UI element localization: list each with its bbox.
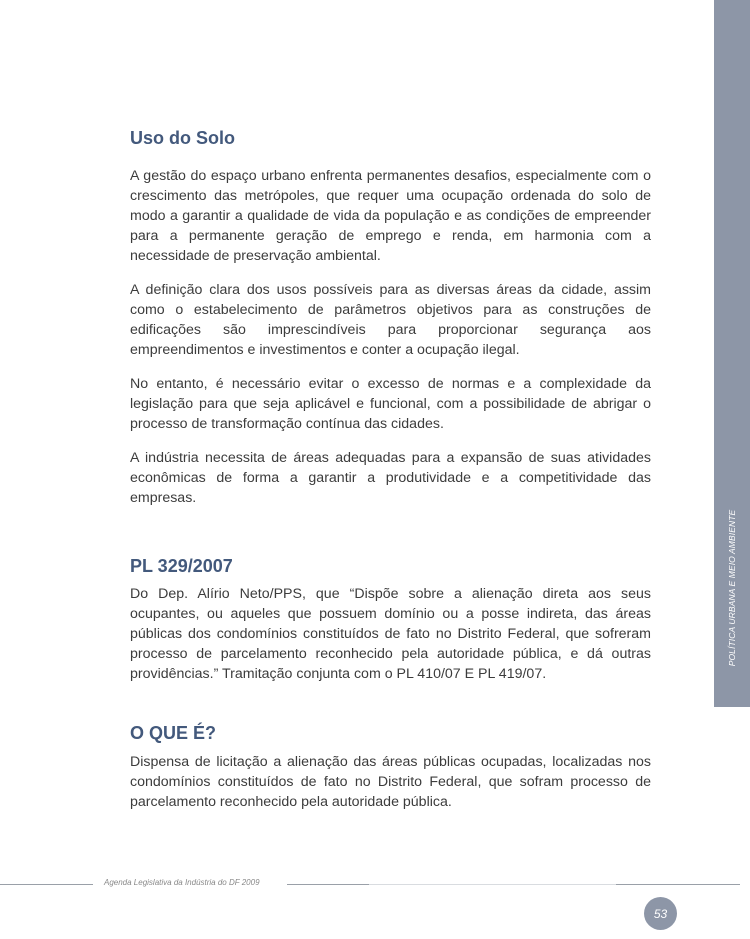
paragraph: A gestão do espaço urbano enfrenta permanentes desafios, especialmente com o crescimento das metrópoles, que requer uma ocupação ordenada do solo de modo a garantir a qualidade de vida da população e as condições de empreender para a permanente geração de emprego e renda, em harmonia com a necessidade de preservação ambiental. <box>130 168 651 264</box>
footer-divider <box>0 884 93 885</box>
sidebar-section-label: POLÍTICA URBANA E MEIO AMBIENTE <box>727 509 737 667</box>
footer-divider <box>287 884 369 885</box>
page-number: 53 <box>653 906 668 921</box>
paragraph: A definição clara dos usos possíveis para as diversas áreas da cidade, assim como o estabelecimento de parâmetros objetivos para as construções de edificações são imprescindíveis para proporcionar segurança aos empreendimentos e investimentos e conter a ocupação ilegal. <box>130 282 651 358</box>
section-title-uso-do-solo: Uso do Solo <box>130 128 235 148</box>
paragraph: Dispensa de licitação a alienação das áreas públicas ocupadas, localizadas nos condomínios constituídos de fato no Distrito Federal, que sofram processo de parcelamento reconhecido pela autoridade pública. <box>130 754 651 810</box>
paragraph: No entanto, é necessário evitar o excesso de normas e a complexidade da legislação para que seja aplicável e funcional, com a possibilidade de abrigar o processo de transformação contínua das cidades. <box>130 376 651 432</box>
paragraph: Do Dep. Alírio Neto/PPS, que “Dispõe sobre a alienação direta aos seus ocupantes, ou aqueles que possuem domínio ou a posse indireta, das áreas públicas dos condomínios constituídos de fato no Distrito Federal, que sofreram processo de parcelamento reconhecido pela autoridade pública, e dá outras providências.” Tramitação conjunta com o PL 410/07 E PL 419/07. <box>130 586 651 682</box>
paragraph: A indústria necessita de áreas adequadas para a expansão de suas atividades econômicas de forma a garantir a produtividade e a competitividade das empresas. <box>130 450 651 506</box>
section-title-o-que-e: O QUE É? <box>130 723 217 743</box>
footer-publication-title: Agenda Legislativa da Indústria do DF 2009 <box>104 878 260 887</box>
page-number-badge <box>644 897 677 930</box>
section-title-pl: PL 329/2007 <box>130 556 233 576</box>
footer-divider <box>369 884 616 885</box>
footer-divider <box>616 884 740 885</box>
